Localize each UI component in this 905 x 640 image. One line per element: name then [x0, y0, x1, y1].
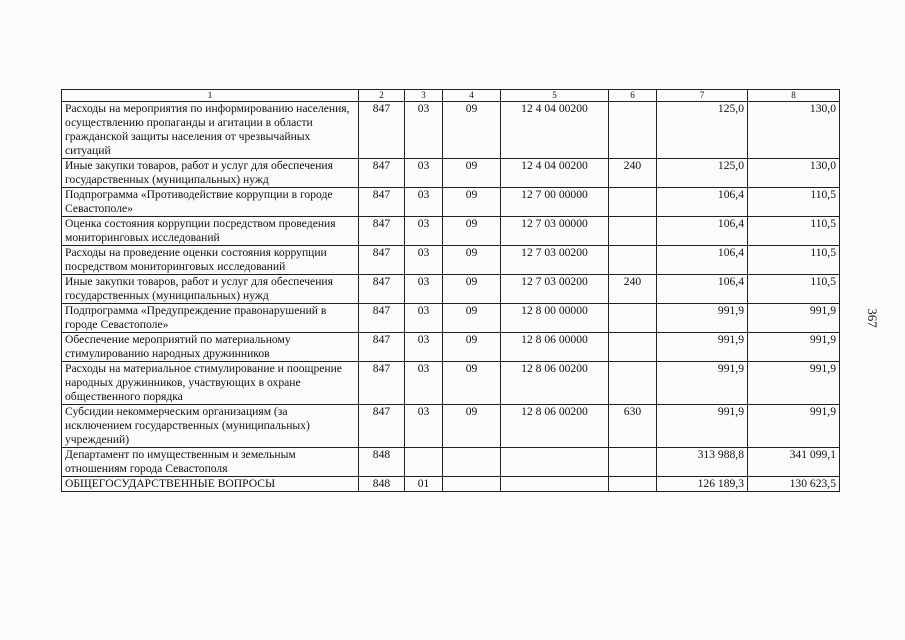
row-subsection: 09: [443, 362, 501, 405]
header-col-7: 7: [657, 90, 748, 102]
row-target-article: 12 8 06 00200: [501, 362, 609, 405]
row-name: Расходы на материальное стимулирование и поощрение народных дружинников, участвующих в охране общественного порядка: [62, 362, 359, 405]
row-name: Подпрограмма «Противодействие коррупции в городе Севастополе»: [62, 188, 359, 217]
row-amount-year1: 991,9: [657, 333, 748, 362]
row-subsection: [443, 477, 501, 492]
header-col-1: 1: [62, 90, 359, 102]
row-amount-year1: 126 189,3: [657, 477, 748, 492]
row-amount-year1: 125,0: [657, 159, 748, 188]
row-name: Расходы на проведение оценки состояния коррупции посредством мониторинговых исследований: [62, 246, 359, 275]
row-expense-type: [609, 304, 657, 333]
header-col-6: 6: [609, 90, 657, 102]
row-admin-code: 848: [359, 477, 405, 492]
row-section: 03: [405, 333, 443, 362]
row-amount-year1: 106,4: [657, 275, 748, 304]
row-admin-code: 847: [359, 333, 405, 362]
row-expense-type: [609, 362, 657, 405]
row-expense-type: [609, 188, 657, 217]
row-name: Расходы на мероприятия по информированию населения, осуществлению пропаганды и агитации в области гражданской защиты населения от чрезвычайных ситуаций: [62, 102, 359, 159]
row-section: 03: [405, 246, 443, 275]
table-row: [62, 188, 840, 217]
row-section: 03: [405, 159, 443, 188]
row-expense-type: [609, 102, 657, 159]
row-amount-year1: 991,9: [657, 405, 748, 448]
row-target-article: 12 4 04 00200: [501, 159, 609, 188]
row-subsection: 09: [443, 333, 501, 362]
page-number: 367: [864, 308, 880, 328]
row-amount-year2: 110,5: [748, 246, 840, 275]
header-col-5: 5: [501, 90, 609, 102]
row-amount-year1: 106,4: [657, 246, 748, 275]
table-row: [62, 159, 840, 188]
row-amount-year2: 130,0: [748, 159, 840, 188]
row-target-article: 12 7 03 00000: [501, 217, 609, 246]
row-amount-year1: 106,4: [657, 217, 748, 246]
row-amount-year2: 991,9: [748, 333, 840, 362]
row-section: 03: [405, 102, 443, 159]
table-row: [62, 448, 840, 477]
row-admin-code: 847: [359, 405, 405, 448]
row-admin-code: 848: [359, 448, 405, 477]
header-col-8: 8: [748, 90, 840, 102]
row-expense-type: [609, 246, 657, 275]
row-target-article: [501, 477, 609, 492]
row-admin-code: 847: [359, 246, 405, 275]
table-row: [62, 102, 840, 159]
row-name: Субсидии некоммерческим организациям (за исключением государственных (муниципальных) учреждений): [62, 405, 359, 448]
row-expense-type: [609, 448, 657, 477]
row-subsection: 09: [443, 246, 501, 275]
row-expense-type: [609, 333, 657, 362]
table-row: [62, 275, 840, 304]
row-target-article: [501, 448, 609, 477]
row-admin-code: 847: [359, 102, 405, 159]
row-amount-year2: 110,5: [748, 188, 840, 217]
row-amount-year1: 106,4: [657, 188, 748, 217]
table-row: [62, 405, 840, 448]
row-name: ОБЩЕГОСУДАРСТВЕННЫЕ ВОПРОСЫ: [62, 477, 359, 492]
row-target-article: 12 7 00 00000: [501, 188, 609, 217]
table-row: [62, 304, 840, 333]
row-section: 03: [405, 217, 443, 246]
row-subsection: 09: [443, 159, 501, 188]
row-amount-year2: 991,9: [748, 304, 840, 333]
row-section: 01: [405, 477, 443, 492]
row-expense-type: 240: [609, 275, 657, 304]
row-target-article: 12 7 03 00200: [501, 246, 609, 275]
row-amount-year2: 110,5: [748, 217, 840, 246]
row-section: 03: [405, 275, 443, 304]
row-amount-year2: 130,0: [748, 102, 840, 159]
table-row: [62, 333, 840, 362]
row-amount-year2: 110,5: [748, 275, 840, 304]
row-amount-year2: 130 623,5: [748, 477, 840, 492]
header-col-3: 3: [405, 90, 443, 102]
row-amount-year2: 341 099,1: [748, 448, 840, 477]
row-admin-code: 847: [359, 188, 405, 217]
row-subsection: 09: [443, 405, 501, 448]
row-amount-year1: 313 988,8: [657, 448, 748, 477]
row-section: 03: [405, 304, 443, 333]
header-col-2: 2: [359, 90, 405, 102]
row-amount-year1: 991,9: [657, 304, 748, 333]
row-target-article: 12 8 06 00200: [501, 405, 609, 448]
row-expense-type: [609, 477, 657, 492]
header-col-4: 4: [443, 90, 501, 102]
row-name: Иные закупки товаров, работ и услуг для обеспечения государственных (муниципальных) нужд: [62, 159, 359, 188]
table-row: [62, 362, 840, 405]
row-expense-type: 240: [609, 159, 657, 188]
row-admin-code: 847: [359, 159, 405, 188]
row-subsection: 09: [443, 188, 501, 217]
row-name: Департамент по имущественным и земельным отношениям города Севастополя: [62, 448, 359, 477]
row-amount-year2: 991,9: [748, 362, 840, 405]
table-header-row: [62, 90, 840, 102]
row-section: 03: [405, 188, 443, 217]
row-target-article: 12 8 06 00000: [501, 333, 609, 362]
row-target-article: 12 7 03 00200: [501, 275, 609, 304]
row-section: [405, 448, 443, 477]
row-amount-year1: 125,0: [657, 102, 748, 159]
row-section: 03: [405, 405, 443, 448]
table-row: [62, 217, 840, 246]
row-admin-code: 847: [359, 362, 405, 405]
row-target-article: 12 8 00 00000: [501, 304, 609, 333]
row-target-article: 12 4 04 00200: [501, 102, 609, 159]
row-subsection: 09: [443, 275, 501, 304]
table-row: [62, 477, 840, 492]
row-amount-year1: 991,9: [657, 362, 748, 405]
row-admin-code: 847: [359, 304, 405, 333]
row-subsection: 09: [443, 102, 501, 159]
row-name: Подпрограмма «Предупреждение правонарушений в городе Севастополе»: [62, 304, 359, 333]
row-name: Оценка состояния коррупции посредством проведения мониторинговых исследований: [62, 217, 359, 246]
row-subsection: 09: [443, 304, 501, 333]
row-name: Иные закупки товаров, работ и услуг для обеспечения государственных (муниципальных) нужд: [62, 275, 359, 304]
row-subsection: 09: [443, 217, 501, 246]
row-name: Обеспечение мероприятий по материальному стимулированию народных дружинников: [62, 333, 359, 362]
row-admin-code: 847: [359, 217, 405, 246]
row-expense-type: 630: [609, 405, 657, 448]
row-admin-code: 847: [359, 275, 405, 304]
budget-table: [61, 89, 840, 492]
row-subsection: [443, 448, 501, 477]
table-row: [62, 246, 840, 275]
row-amount-year2: 991,9: [748, 405, 840, 448]
row-section: 03: [405, 362, 443, 405]
row-expense-type: [609, 217, 657, 246]
